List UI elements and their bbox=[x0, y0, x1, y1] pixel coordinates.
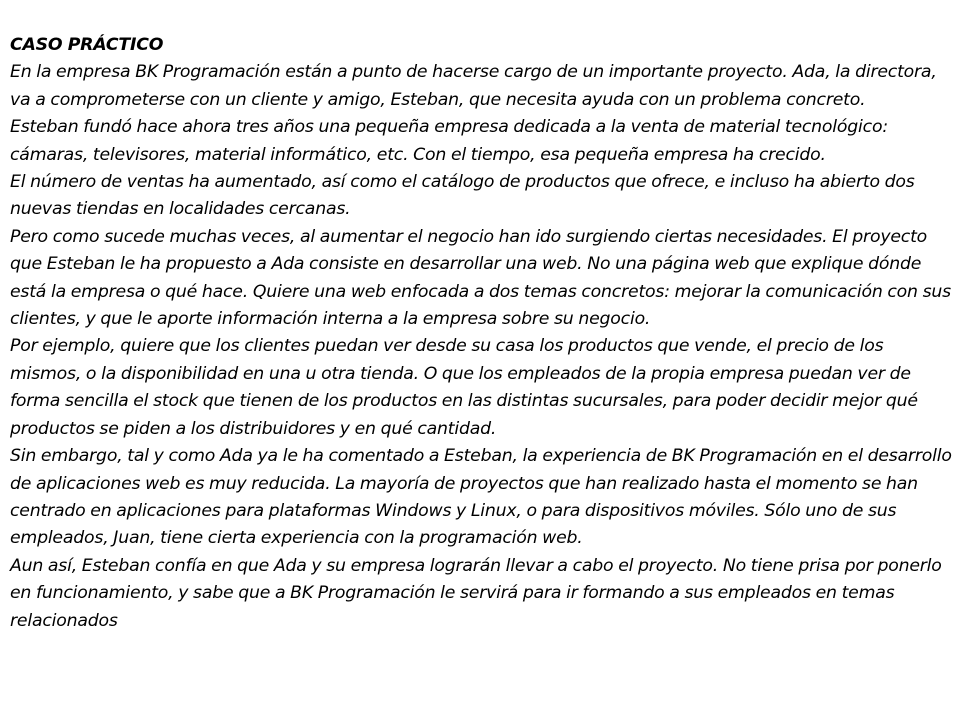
paragraph-3: El número de ventas ha aumentado, así como el catálogo de productos que ofrece, e incluso ha abierto dos nuevas tiendas en localidades cercanas. bbox=[10, 172, 915, 220]
paragraph-4: Pero como sucede muchas veces, al aumentar el negocio han ido surgiendo ciertas necesidades. El proyecto que Esteban le ha propuesto a Ada consiste en desarrollar una web. No una página web que explique dónde está la empresa o qué hace. Quiere una web enfocada a dos temas concretos: mejorar la comunicación con sus clientes, y que le aporte información interna a la empresa sobre su negocio. bbox=[10, 226, 951, 330]
paragraph-7: Aun así, Esteban confía en que Ada y su empresa lograrán llevar a cabo el proyecto. No tiene prisa por ponerlo en funcionamiento, y sabe que a BK Programación le servirá para ir formando a sus empleados en temas relacionados bbox=[10, 555, 942, 631]
paragraph-1: En la empresa BK Programación están a punto de hacerse cargo de un importante proyecto. Ada, la directora, va a comprometerse con un cliente y amigo, Esteban, que necesita ayuda con un problema concreto. bbox=[10, 62, 937, 110]
case-study-text bbox=[10, 32, 954, 635]
case-study-title: CASO PRÁCTICO bbox=[10, 35, 164, 55]
paragraph-6: Sin embargo, tal y como Ada ya le ha comentado a Esteban, la experiencia de BK Programación en el desarrollo de aplicaciones web es muy reducida. La mayoría de proyectos que han realizado hasta el momento se han centrado en aplicaciones para plataformas Windows y Linux, o para dispositivos móviles. Sólo uno de sus empleados, Juan, tiene cierta experiencia con la programación web. bbox=[10, 446, 952, 549]
paragraph-2: Esteban fundó hace ahora tres años una pequeña empresa dedicada a la venta de material tecnológico: cámaras, televisores, material informático, etc. Con el tiempo, esa pequeña empresa ha crecido. bbox=[10, 117, 888, 165]
paragraph-5: Por ejemplo, quiere que los clientes puedan ver desde su casa los productos que vende, el precio de los mismos, o la disponibilidad en una u otra tienda. O que los empleados de la propia empresa puedan ver de forma sencilla el stock que tienen de los productos en las distintas sucursales, para poder decidir mejor qué productos se piden a los distribuidores y en qué cantidad. bbox=[10, 336, 918, 439]
